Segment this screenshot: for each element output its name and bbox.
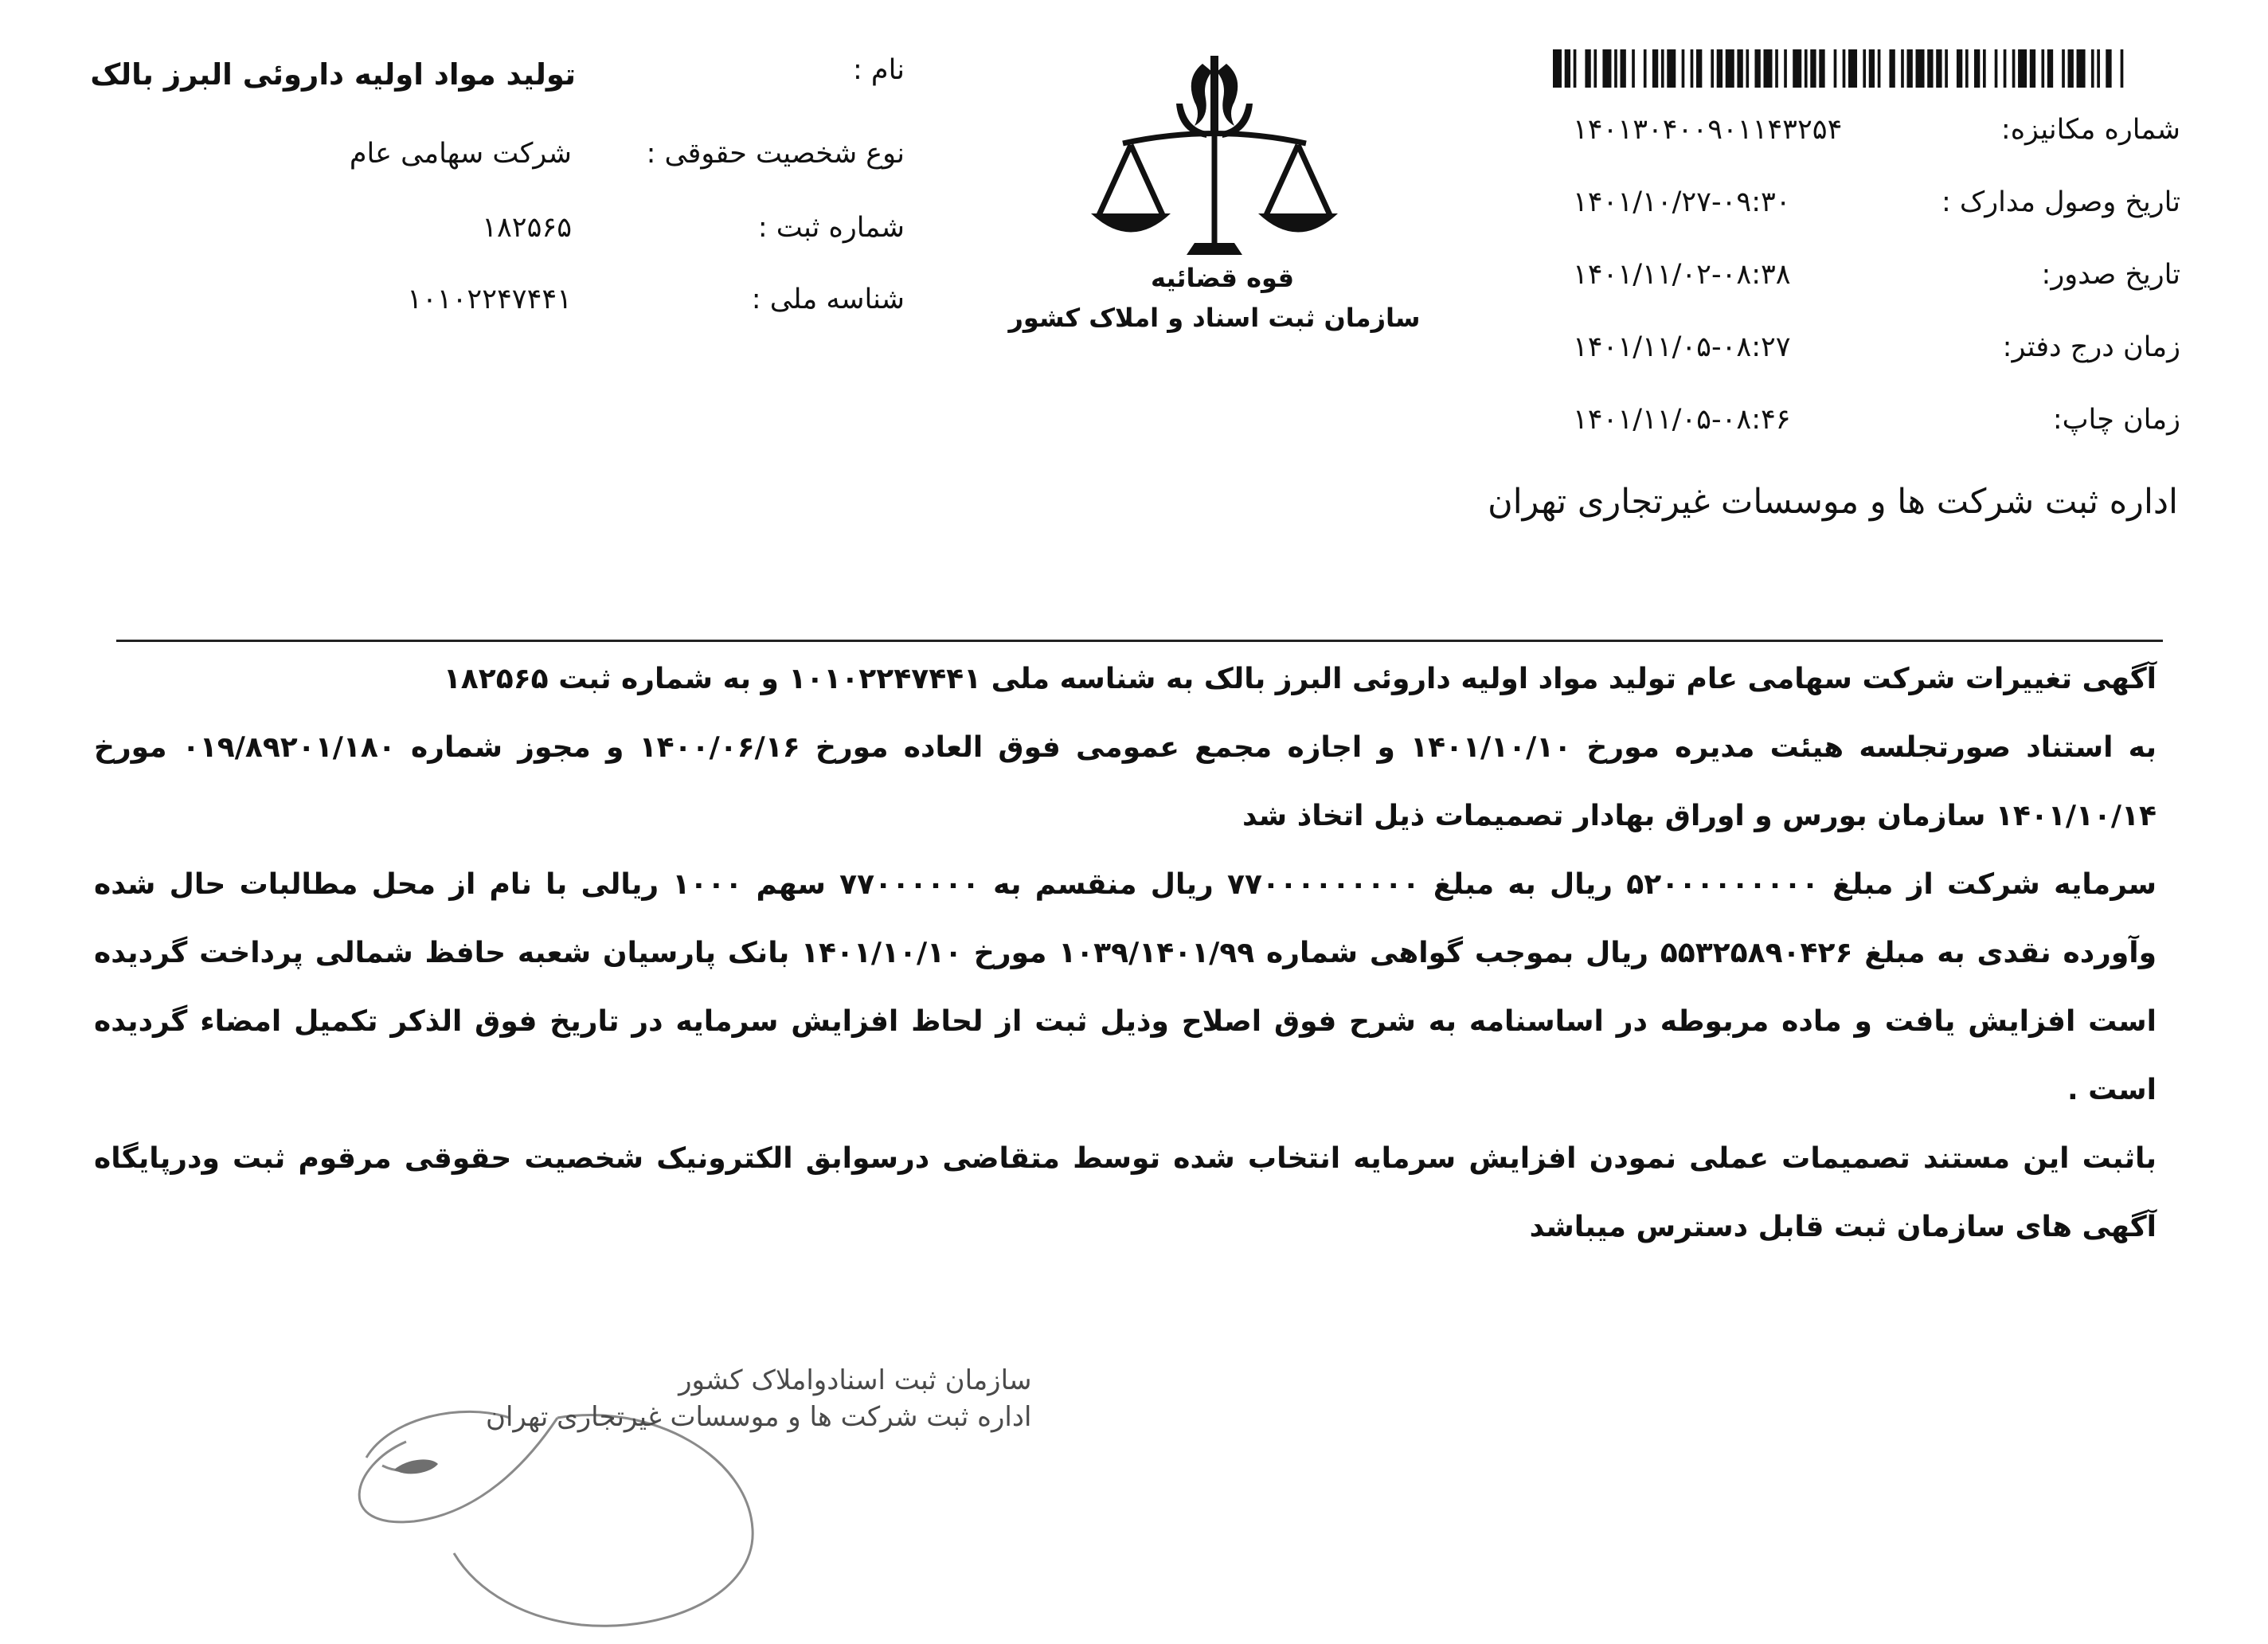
barcode-icon — [1553, 49, 2126, 88]
meta-value-issued: ۱۴۰۱/۱۱/۰۲-۰۸:۳۸ — [1573, 259, 1791, 291]
company-name-label: نام : — [853, 54, 905, 86]
meta-label-issued: تاریخ صدور: — [2041, 259, 2180, 291]
meta-label-printed: زمان چاپ: — [2052, 404, 2180, 436]
meta-label-received: تاریخ وصول مدارک : — [1941, 186, 2180, 218]
notice-paragraph-capital: سرمایه شرکت از مبلغ ۵۲۰۰۰۰۰۰۰۰۰ ریال به مبلغ ۷۷۰۰۰۰۰۰۰۰۰ ریال منقسم به ۷۷۰۰۰۰۰۰ سهم ۱۰۰۰ ریالی با نام از محل مطالبات حال شده وآورده نقدی به مبلغ ۵۵۳۲۵۸۹۰۴۲۶ ریال بموجب گواهی شماره ۱۰۳۹/۱۴۰۱/۹۹ مورخ ۱۴۰۱/۱۰/۱۰ بانک پارسیان شعبه حافظ شمالی پرداخت گردیده است افزایش یافت و ماده مربوطه در اساسنامه به شرح فوق اصلاح وذیل ثبت از لحاظ افزایش سرمایه در تاریخ فوق الذکر تکمیل امضاء گردیده است . — [94, 868, 2157, 1106]
meta-label-registered: زمان درج دفتر: — [2002, 331, 2180, 363]
meta-value-received: ۱۴۰۱/۱۰/۲۷-۰۹:۳۰ — [1573, 186, 1791, 218]
company-name-value: تولید مواد اولیه داروئی البرز بالک — [90, 57, 576, 92]
notice-paragraph-basis: به استناد صورتجلسه هیئت مدیره مورخ ۱۴۰۱/۱۰/۱۰ و اجازه مجمع عمومی فوق العاده مورخ ۱۴۰۰/۰۶/۱۶ و مجوز شماره ۰۱۹/۸۹۲۰۱/۱۸۰ مورخ ۱۴۰۱/۱۰/۱۴ سازمان بورس و اوراق بهادار تصمیمات ذیل اتخاذ شد — [94, 731, 2157, 832]
stamp-line1: سازمان ثبت اسنادواملاک کشور — [678, 1364, 1032, 1396]
meta-value-mechanized: ۱۴۰۱۳۰۴۰۰۹۰۱۱۴۳۲۵۴ — [1573, 114, 1843, 146]
meta-value-registered: ۱۴۰۱/۱۱/۰۵-۰۸:۲۷ — [1573, 331, 1791, 363]
notice-body — [94, 645, 2157, 1262]
company-type-value: شرکت سهامی عام — [349, 138, 572, 170]
company-reg-label: شماره ثبت : — [757, 212, 905, 244]
company-type-label: نوع شخصیت حقوقی : — [646, 138, 905, 170]
meta-value-printed: ۱۴۰۱/۱۱/۰۵-۰۸:۴۶ — [1573, 404, 1791, 436]
department-title: اداره ثبت شرکت ها و موسسات غیرتجاری تهران — [1488, 482, 2178, 522]
company-reg-value: ۱۸۲۵۶۵ — [482, 212, 572, 244]
stamp-line2: اداره ثبت شرکت ها و موسسات غیرتجاری تهران — [486, 1401, 1032, 1433]
company-national-value: ۱۰۱۰۲۲۴۷۴۴۱ — [407, 284, 572, 315]
emblem-line1: قوه قضائیه — [1150, 263, 1295, 293]
meta-label-mechanized: شماره مکانیزه: — [2000, 114, 2180, 146]
stamp-text — [486, 1362, 1031, 1435]
emblem-line2: سازمان ثبت اسناد و املاک کشور — [1008, 303, 1421, 333]
scales-of-justice-icon — [1008, 48, 1421, 335]
divider — [116, 640, 2163, 642]
notice-paragraph-closing: باثبت این مستند تصمیمات عملی نمودن افزایش سرمایه انتخاب شده توسط متقاضی درسوابق الکترونیک شخصیت حقوقی مرقوم ثبت ودرپایگاه آگهی های سازمان ثبت قابل دسترس میباشد — [94, 1142, 2157, 1243]
company-national-label: شناسه ملی : — [751, 284, 905, 315]
notice-paragraph-title: آگهی تغییرات شرکت سهامی عام تولید مواد اولیه داروئی البرز بالک به شناسه ملی ۱۰۱۰۲۲۴۷۴۴۱ و به شماره ثبت ۱۸۲۵۶۵ — [443, 663, 2157, 695]
